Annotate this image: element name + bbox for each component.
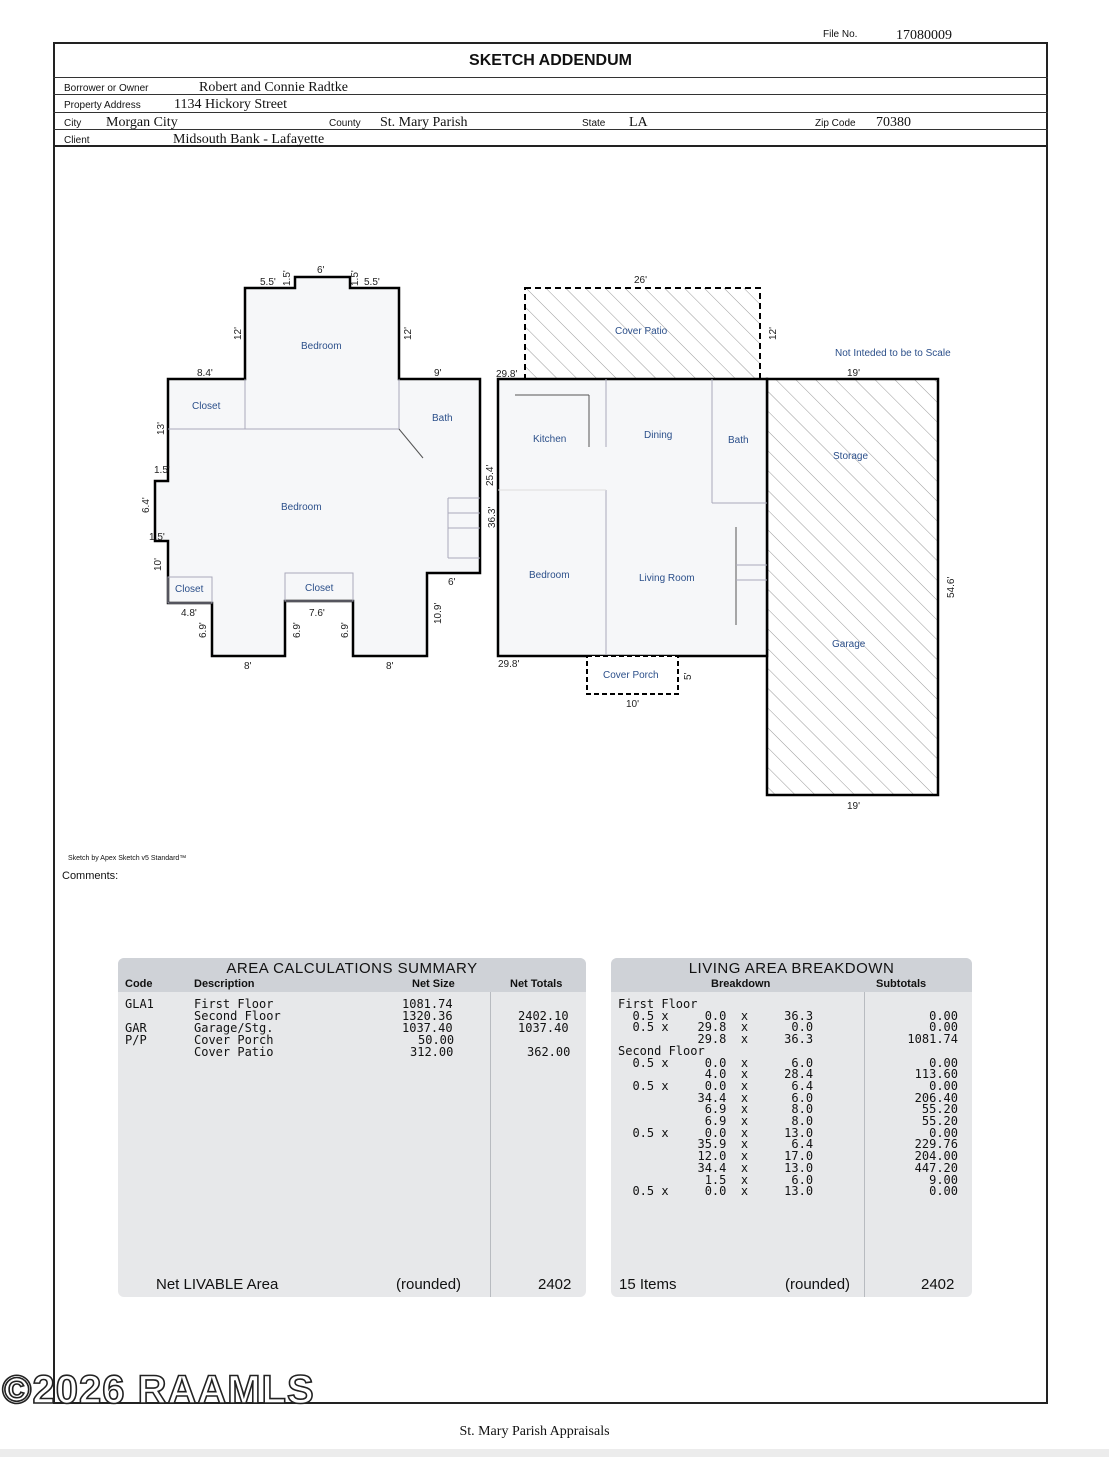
dim-label: 1.5' xyxy=(282,270,293,286)
dim-label: 5.5' xyxy=(260,277,276,288)
living-total-value: 2402 xyxy=(921,1276,955,1293)
address-value: 1134 Hickory Street xyxy=(174,97,288,112)
breakdown-subtotal: 447.20 xyxy=(914,1160,958,1175)
dim-label: 1.5' xyxy=(149,532,165,543)
column-divider xyxy=(864,992,865,1297)
room-bedroom-up: Bedroom xyxy=(301,341,342,352)
breakdown-subtotal: 1081.74 xyxy=(907,1032,958,1047)
breakdown-subtotal: 229.76 xyxy=(914,1137,958,1152)
dim-label: 9' xyxy=(434,368,442,379)
breakdown-row: 4.0 x 28.4 xyxy=(618,1067,814,1082)
table-row: 2402.10 xyxy=(518,1009,569,1023)
table-row: Cover Porch xyxy=(194,1033,274,1047)
table-row: Second Floor xyxy=(194,1009,281,1023)
net-livable-label: Net LIVABLE Area xyxy=(156,1276,279,1293)
table-row: 50.00 xyxy=(418,1033,455,1047)
breakdown-row: First Floor xyxy=(618,997,698,1011)
dim-label: 6' xyxy=(317,265,325,276)
breakdown-row: 0.5 x 0.0 x 13.0 xyxy=(618,1184,814,1199)
file-no-label: File No. xyxy=(823,29,858,40)
dim-label: 10' xyxy=(626,699,640,710)
dim-label: 12' xyxy=(233,326,244,340)
breakdown-row: 34.4 x 13.0 xyxy=(618,1160,814,1175)
dim-label: 4.8' xyxy=(181,608,197,619)
breakdown-row: 6.9 x 8.0 xyxy=(618,1102,814,1117)
table-row: GAR xyxy=(125,1021,147,1035)
area-summary-title: AREA CALCULATIONS SUMMARY xyxy=(226,960,478,977)
room-kitchen: Kitchen xyxy=(533,434,567,445)
city-value: Morgan City xyxy=(106,115,178,130)
breakdown-subtotal: 0.00 xyxy=(929,1020,958,1035)
breakdown-subtotal: 113.60 xyxy=(914,1067,958,1082)
borrower-label: Borrower or Owner xyxy=(64,83,149,94)
comments-label: Comments: xyxy=(62,870,119,882)
table-row: Cover Patio xyxy=(194,1045,274,1059)
garage-storage-area xyxy=(767,379,938,795)
client-label: Client xyxy=(64,135,90,146)
breakdown-row: 29.8 x 36.3 xyxy=(618,1032,814,1047)
table-row: 1320.36 xyxy=(402,1009,453,1023)
breakdown-row: 35.9 x 6.4 xyxy=(618,1137,814,1152)
dim-label: 5.5' xyxy=(364,277,380,288)
items-count: 15 Items xyxy=(619,1276,677,1293)
net-livable-value: 2402 xyxy=(538,1276,572,1293)
page-title: SKETCH ADDENDUM xyxy=(469,52,632,69)
borrower-value: Robert and Connie Radtke xyxy=(199,80,348,95)
state-value: LA xyxy=(629,115,648,130)
room-bath-down: Bath xyxy=(728,435,749,446)
dim-label: 19' xyxy=(847,368,861,379)
dim-label: 8' xyxy=(244,661,252,672)
breakdown-row: 12.0 x 17.0 xyxy=(618,1149,814,1164)
col-breakdown: Breakdown xyxy=(711,978,771,990)
breakdown-subtotal: 206.40 xyxy=(914,1090,958,1105)
room-bedroom-down: Bedroom xyxy=(529,570,570,581)
county-label: County xyxy=(329,118,361,129)
breakdown-subtotal: 0.00 xyxy=(929,1125,958,1140)
bottom-bar xyxy=(0,1449,1109,1457)
breakdown-subtotal: 204.00 xyxy=(914,1149,958,1164)
breakdown-subtotal: 0.00 xyxy=(929,1184,958,1199)
zip-label: Zip Code xyxy=(815,118,856,129)
breakdown-subtotal: 0.00 xyxy=(929,1078,958,1093)
dim-label: 1.5' xyxy=(154,465,170,476)
breakdown-row: 0.5 x 0.0 x 6.0 xyxy=(618,1055,814,1070)
city-label: City xyxy=(64,118,82,129)
rounded-label: (rounded) xyxy=(396,1276,462,1293)
dim-label: 10.9' xyxy=(433,602,444,624)
room-cover-patio: Cover Patio xyxy=(615,326,668,337)
dim-label: 19' xyxy=(847,801,861,812)
county-value: St. Mary Parish xyxy=(380,115,468,130)
dim-label: 8' xyxy=(386,661,394,672)
column-divider xyxy=(490,992,491,1297)
dim-label: 1.5' xyxy=(350,270,361,286)
breakdown-row: 0.5 x 29.8 x 0.0 xyxy=(618,1020,814,1035)
dim-label: 6.9' xyxy=(198,622,209,638)
room-living-room: Living Room xyxy=(639,573,695,584)
dim-label: 6.9' xyxy=(340,622,351,638)
table-row: 1081.74 xyxy=(402,997,453,1011)
breakdown-subtotal: 0.00 xyxy=(929,1008,958,1023)
col-description: Description xyxy=(194,978,255,990)
room-closet-ul: Closet xyxy=(192,401,221,412)
dim-label: 12' xyxy=(768,326,779,340)
file-no: 17080009 xyxy=(896,28,952,43)
client-value: Midsouth Bank - Lafayette xyxy=(173,132,325,147)
dim-label: 25.4' xyxy=(485,464,496,486)
breakdown-subtotal: 9.00 xyxy=(929,1172,958,1187)
breakdown-subtotal: 0.00 xyxy=(929,1055,958,1070)
table-row: Garage/Stg. xyxy=(194,1021,274,1035)
breakdown-subtotal: 55.20 xyxy=(921,1114,958,1128)
breakdown-row: Second Floor xyxy=(618,1043,705,1058)
dim-label: 36.3' xyxy=(487,506,498,528)
living-breakdown-panel xyxy=(611,958,972,1297)
dim-label: 8.4' xyxy=(197,368,213,379)
dim-label: 6' xyxy=(448,577,456,588)
living-breakdown-title: LIVING AREA BREAKDOWN xyxy=(688,960,895,977)
room-closet-lm: Closet xyxy=(305,583,334,594)
breakdown-row: 1.5 x 6.0 xyxy=(618,1172,814,1187)
dim-label: 6.4' xyxy=(141,497,152,513)
rounded-label: (rounded) xyxy=(785,1276,851,1293)
breakdown-row: 6.9 x 8.0 xyxy=(618,1114,814,1128)
col-subtotals: Subtotals xyxy=(876,978,927,990)
copyright-watermark: ©2026 RAAMLS xyxy=(2,1368,315,1412)
dim-label: 5' xyxy=(683,672,694,680)
breakdown-subtotal: 55.20 xyxy=(921,1102,958,1117)
breakdown-row: 0.5 x 0.0 x 36.3 xyxy=(618,1008,814,1023)
zip-value: 70380 xyxy=(876,115,911,130)
table-row: First Floor xyxy=(194,997,274,1011)
room-bath-up: Bath xyxy=(432,413,453,424)
dim-label: 13' xyxy=(156,421,167,435)
table-row: GLA1 xyxy=(125,997,154,1011)
scale-note: Not Inteded to be to Scale xyxy=(835,348,951,359)
dim-label: 26' xyxy=(634,275,648,286)
page-footer: St. Mary Parish Appraisals xyxy=(459,1424,610,1439)
table-row: 1037.40 xyxy=(518,1021,569,1035)
dim-label: 7.6' xyxy=(309,608,325,619)
dim-label: 29.8' xyxy=(498,659,520,670)
dim-label: 6.9' xyxy=(292,622,303,638)
dim-label: 54.6' xyxy=(946,576,957,598)
breakdown-row: 0.5 x 0.0 x 13.0 xyxy=(618,1125,814,1140)
room-storage: Storage xyxy=(833,451,869,462)
room-closet-ll: Closet xyxy=(175,584,204,595)
breakdown-row: 34.4 x 6.0 xyxy=(618,1090,814,1105)
address-label: Property Address xyxy=(64,100,141,111)
room-garage: Garage xyxy=(832,639,866,650)
col-net-size: Net Size xyxy=(412,978,455,990)
col-code: Code xyxy=(125,978,153,990)
state-label: State xyxy=(582,118,606,129)
col-net-totals: Net Totals xyxy=(510,978,563,990)
table-row: 1037.40 xyxy=(402,1021,453,1035)
table-row: P/P xyxy=(125,1033,147,1047)
second-floor-outline xyxy=(155,277,480,656)
table-row: 312.00 xyxy=(410,1045,454,1059)
sketch-credit: Sketch by Apex Sketch v5 Standard™ xyxy=(68,855,187,862)
room-dining: Dining xyxy=(644,430,673,441)
dim-label: 10' xyxy=(153,557,164,571)
table-row: 362.00 xyxy=(527,1045,571,1059)
breakdown-row: 0.5 x 0.0 x 6.4 xyxy=(618,1078,814,1093)
dim-label: 29.8' xyxy=(496,369,518,380)
first-floor-outline xyxy=(498,379,767,656)
dim-label: 12' xyxy=(403,326,414,340)
room-cover-porch: Cover Porch xyxy=(603,670,659,681)
area-summary-panel xyxy=(118,958,586,1297)
room-bedroom-main: Bedroom xyxy=(281,502,322,513)
